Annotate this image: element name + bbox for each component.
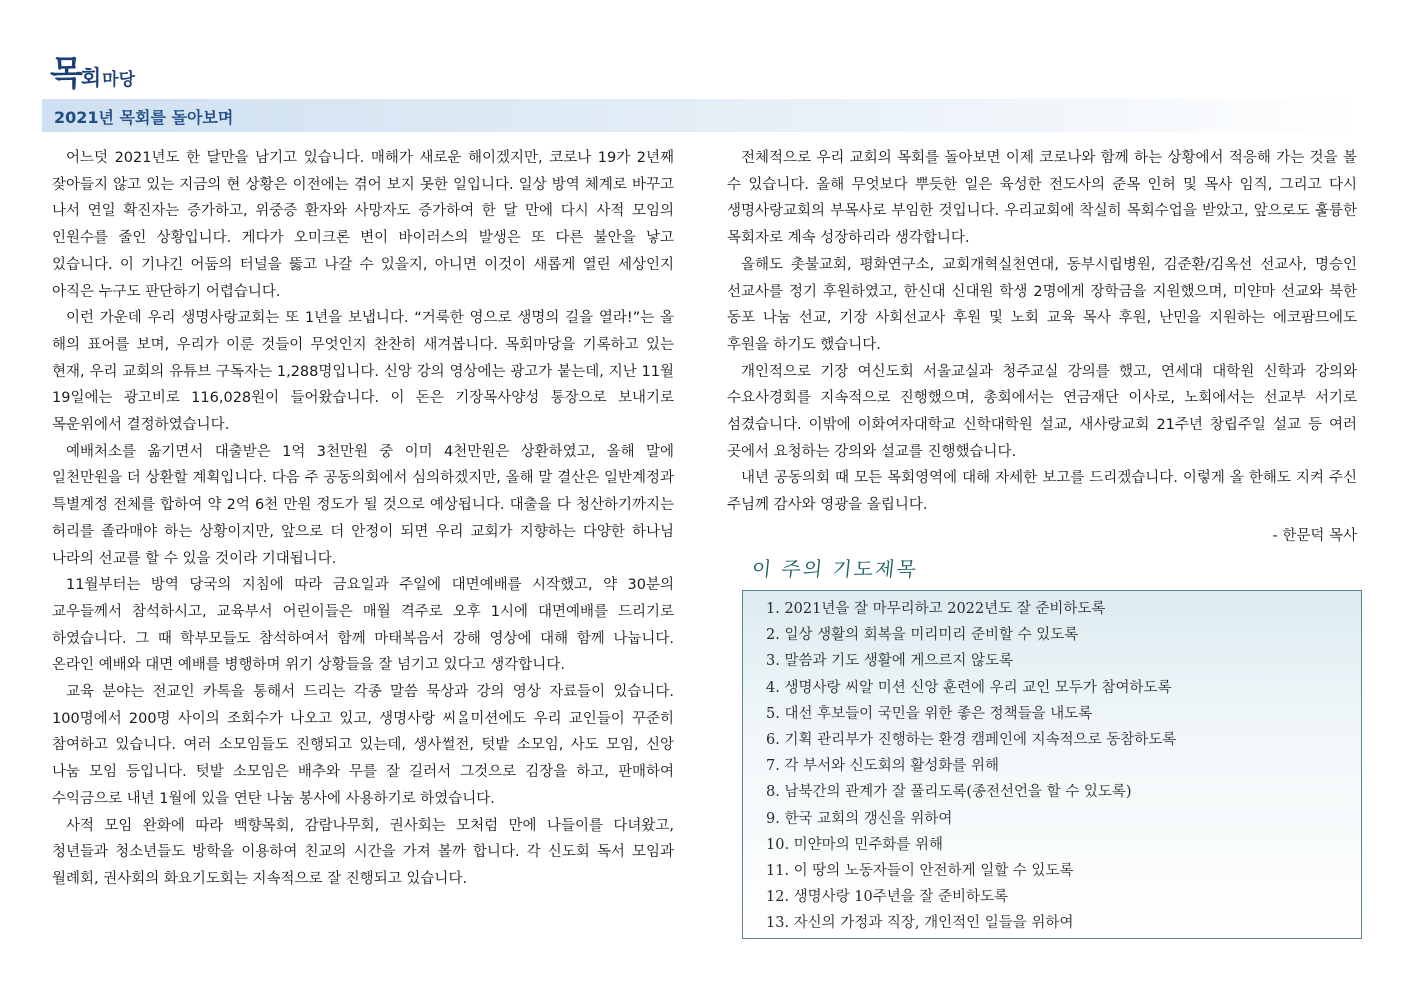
prayer-item: 5. 대선 후보들이 국민을 위한 좋은 정책들을 내도록	[766, 705, 1093, 722]
logo-char-small: 마당	[102, 70, 136, 90]
paragraph: 개인적으로 기장 여신도회 서울교실과 청주교실 강의를 했고, 연세대 대학원 신학과 강의와 수요사경회를 지속적으로 진행했으며, 총회에서는 연금재단 이사로, 노회에서는 선교부 서기로 섬겼습니다. 이밖에 이화여자대학교 신학대학원 설교, 새사랑교회 21주년 창립주일 설교 등 여러 곳에서 요청하는 강의와 설교를 진행했습니다.	[727, 363, 1357, 460]
paragraph: 이런 가운데 우리 생명사랑교회는 또 1년을 보냅니다. “거룩한 영으로 생명의 길을 열라!”는 올 해의 표어를 보며, 우리가 이룬 것들이 무엇인지 찬찬히 새겨봅니다. 목회마당을 기록하고 있는 현재, 우리 교회의 유튜브 구독자는 1,288명입니다. 신앙 강의 영상에는 광고가 붙는데, 지난 11월 19일에는 광고비로 116,028원이 들어왔습니다. 이 돈은 기장목사양성 통장으로 보내기로 목운위에서 결정하였습니다.	[52, 310, 674, 434]
prayer-item: 1. 2021년을 잘 마무리하고 2022년도 잘 준비하도록	[766, 601, 1106, 617]
prayer-item: 13. 자신의 가정과 직장, 개인적인 일들을 위하여	[766, 915, 1074, 932]
paragraph: 전체적으로 우리 교회의 목회를 돌아보면 이제 코로나와 함께 하는 상황에서 적응해 가는 것을 볼 수 있습니다. 올해 무엇보다 뿌듯한 일은 육성한 전도사의 준목 인허 및 목사 임직, 그리고 다시 생명사랑교회의 부목사로 부임한 것입니다. 우리교회에 착실히 목회수업을 받았고, 앞으로도 훌륭한 목회자로 계속 성장하리라 생각합니다.	[727, 150, 1357, 247]
paragraph: 사적 모임 완화에 따라 백향목회, 감람나무회, 권사회는 모처럼 만에 나들이를 다녀왔고, 청년들과 청소년들도 방학을 이용하여 친교의 시간을 가져 볼까 합니다. 각 신도회 독서 모임과 월례회, 권사회의 화요기도회는 지속적으로 잘 진행되고 있습니다.	[52, 817, 674, 887]
prayer-item: 6. 기획 관리부가 진행하는 환경 캠페인에 지속적으로 동참하도록	[766, 732, 1177, 749]
author-signature: - 한문덕 목사	[1272, 527, 1357, 544]
logo-char-big: 목	[50, 54, 83, 94]
prayer-item: 2. 일상 생활의 회복을 미리미리 준비할 수 있도록	[766, 627, 1079, 644]
title-banner	[42, 99, 1362, 132]
prayer-item: 11. 이 땅의 노동자들이 안전하게 일할 수 있도록	[766, 863, 1074, 880]
prayer-item: 4. 생명사랑 씨알 미션 신앙 훈련에 우리 교인 모두가 참여하도록	[766, 679, 1172, 696]
prayer-item: 8. 남북간의 관계가 잘 풀리도록(종전선언을 할 수 있도록)	[766, 784, 1132, 801]
paragraph: 어느덧 2021년도 한 달만을 남기고 있습니다. 매해가 새로운 해이겠지만, 코로나 19가 2년째 잦아들지 않고 있는 지금의 현 상황은 이전에는 겪어 보지 못한 일입니다. 일상 방역 체계로 바꾸고 나서 연일 확진자는 증가하고, 위중증 환자와 사망자도 증가하여 한 달 만에 다시 사적 모임의 인원수를 줄인 상황입니다. 게다가 오미크론 변이 바이러스의 발생은 또 다른 불안을 낳고 있습니다. 이 기나긴 어둠의 터널을 뚫고 나갈 수 있을지, 아니면 이것이 새롭게 열린 세상인지 아직은 누구도 판단하기 어렵습니다.	[52, 150, 674, 300]
left-column	[52, 145, 674, 893]
paragraph: 교육 분야는 전교인 카톡을 통해서 드리는 각종 말씀 묵상과 강의 영상 자료들이 있습니다. 100명에서 200명 사이의 조회수가 나오고 있고, 생명사랑 씨ᄋᆞᆯ미션에도 우리 교인들이 꾸준히 참여하고 있습니다. 여러 소모임들도 진행되고 있는데, 생사썰전, 텃밭 소모임, 사도 모임, 신앙 나눔 모임 등입니다. 텃밭 소모임은 배추와 무를 잘 길러서 그것으로 김장을 하고, 판매하여 수익금으로 내년 1월에 있을 연탄 나눔 봉사에 사용하기로 하였습니다.	[52, 684, 674, 807]
paragraph: 올해도 촛불교회, 평화연구소, 교회개혁실천연대, 동부시립병원, 김준환/김옥선 선교사, 명승인 선교사를 정기 후원하였고, 한신대 신대원 학생 2명에게 장학금을 지원했으며, 미얀마 선교와 북한 동포 나눔 선교, 기장 사회선교사 후원 및 노회 교육 목사 후원, 난민을 지원하는 에코팜므에도 후원을 하기도 했습니다.	[727, 256, 1357, 353]
paragraph: 11월부터는 방역 당국의 지침에 따라 금요일과 주일에 대면예배를 시작했고, 약 30분의 교우들께서 참석하시고, 교육부서 어린이들은 매월 격주로 오후 1시에 대면예배를 드리기로 하였습니다. 그 때 학부모들도 참석하여서 함께 마태복음서 강해 영상에 대해 함께 나눕니다. 온라인 예배와 대면 예배를 병행하며 위기 상황들을 잘 넘기고 있다고 생각합니다.	[52, 577, 674, 674]
prayer-list	[743, 591, 1361, 937]
right-column	[727, 145, 1357, 550]
prayer-item: 10. 미얀마의 민주화를 위해	[766, 836, 943, 853]
prayer-item: 12. 생명사랑 10주년을 잘 준비하도록	[766, 889, 1009, 906]
prayer-item: 9. 한국 교회의 갱신을 위하여	[766, 810, 953, 827]
section-logo	[50, 46, 135, 95]
paragraph: 내년 공동의회 때 모든 목회영역에 대해 자세한 보고를 드리겠습니다. 이렇게 올 한해도 지켜 주신 주님께 감사와 영광을 올립니다.	[727, 470, 1357, 514]
page-title: 2021년 목회를 돌아보며	[54, 108, 234, 127]
prayer-section-title: 이 주의 기도제목	[750, 557, 920, 581]
paragraph: 예배처소를 옮기면서 대출받은 1억 3천만원 중 이미 4천만원은 상환하였고, 올해 말에 일천만원을 더 상환할 계획입니다. 다음 주 공동의회에서 심의하겠지만, 올해 말 결산은 일반계정과 특별계정 전체를 합하여 약 2억 6천 만원 정도가 될 것으로 예상됩니다. 대출을 다 청산하기까지는 허리를 졸라매야 하는 상황이지만, 앞으로 더 안정이 되면 우리 교회가 지향하는 다양한 하나님 나라의 선교를 할 수 있을 것이라 기대됩니다.	[52, 443, 674, 567]
logo-char-mid: 회	[80, 65, 102, 90]
prayer-list-box	[742, 590, 1362, 939]
prayer-item: 3. 말씀과 기도 생활에 게으르지 않도록	[766, 653, 1013, 670]
prayer-item: 7. 각 부서와 신도회의 활성화를 위해	[766, 758, 999, 775]
